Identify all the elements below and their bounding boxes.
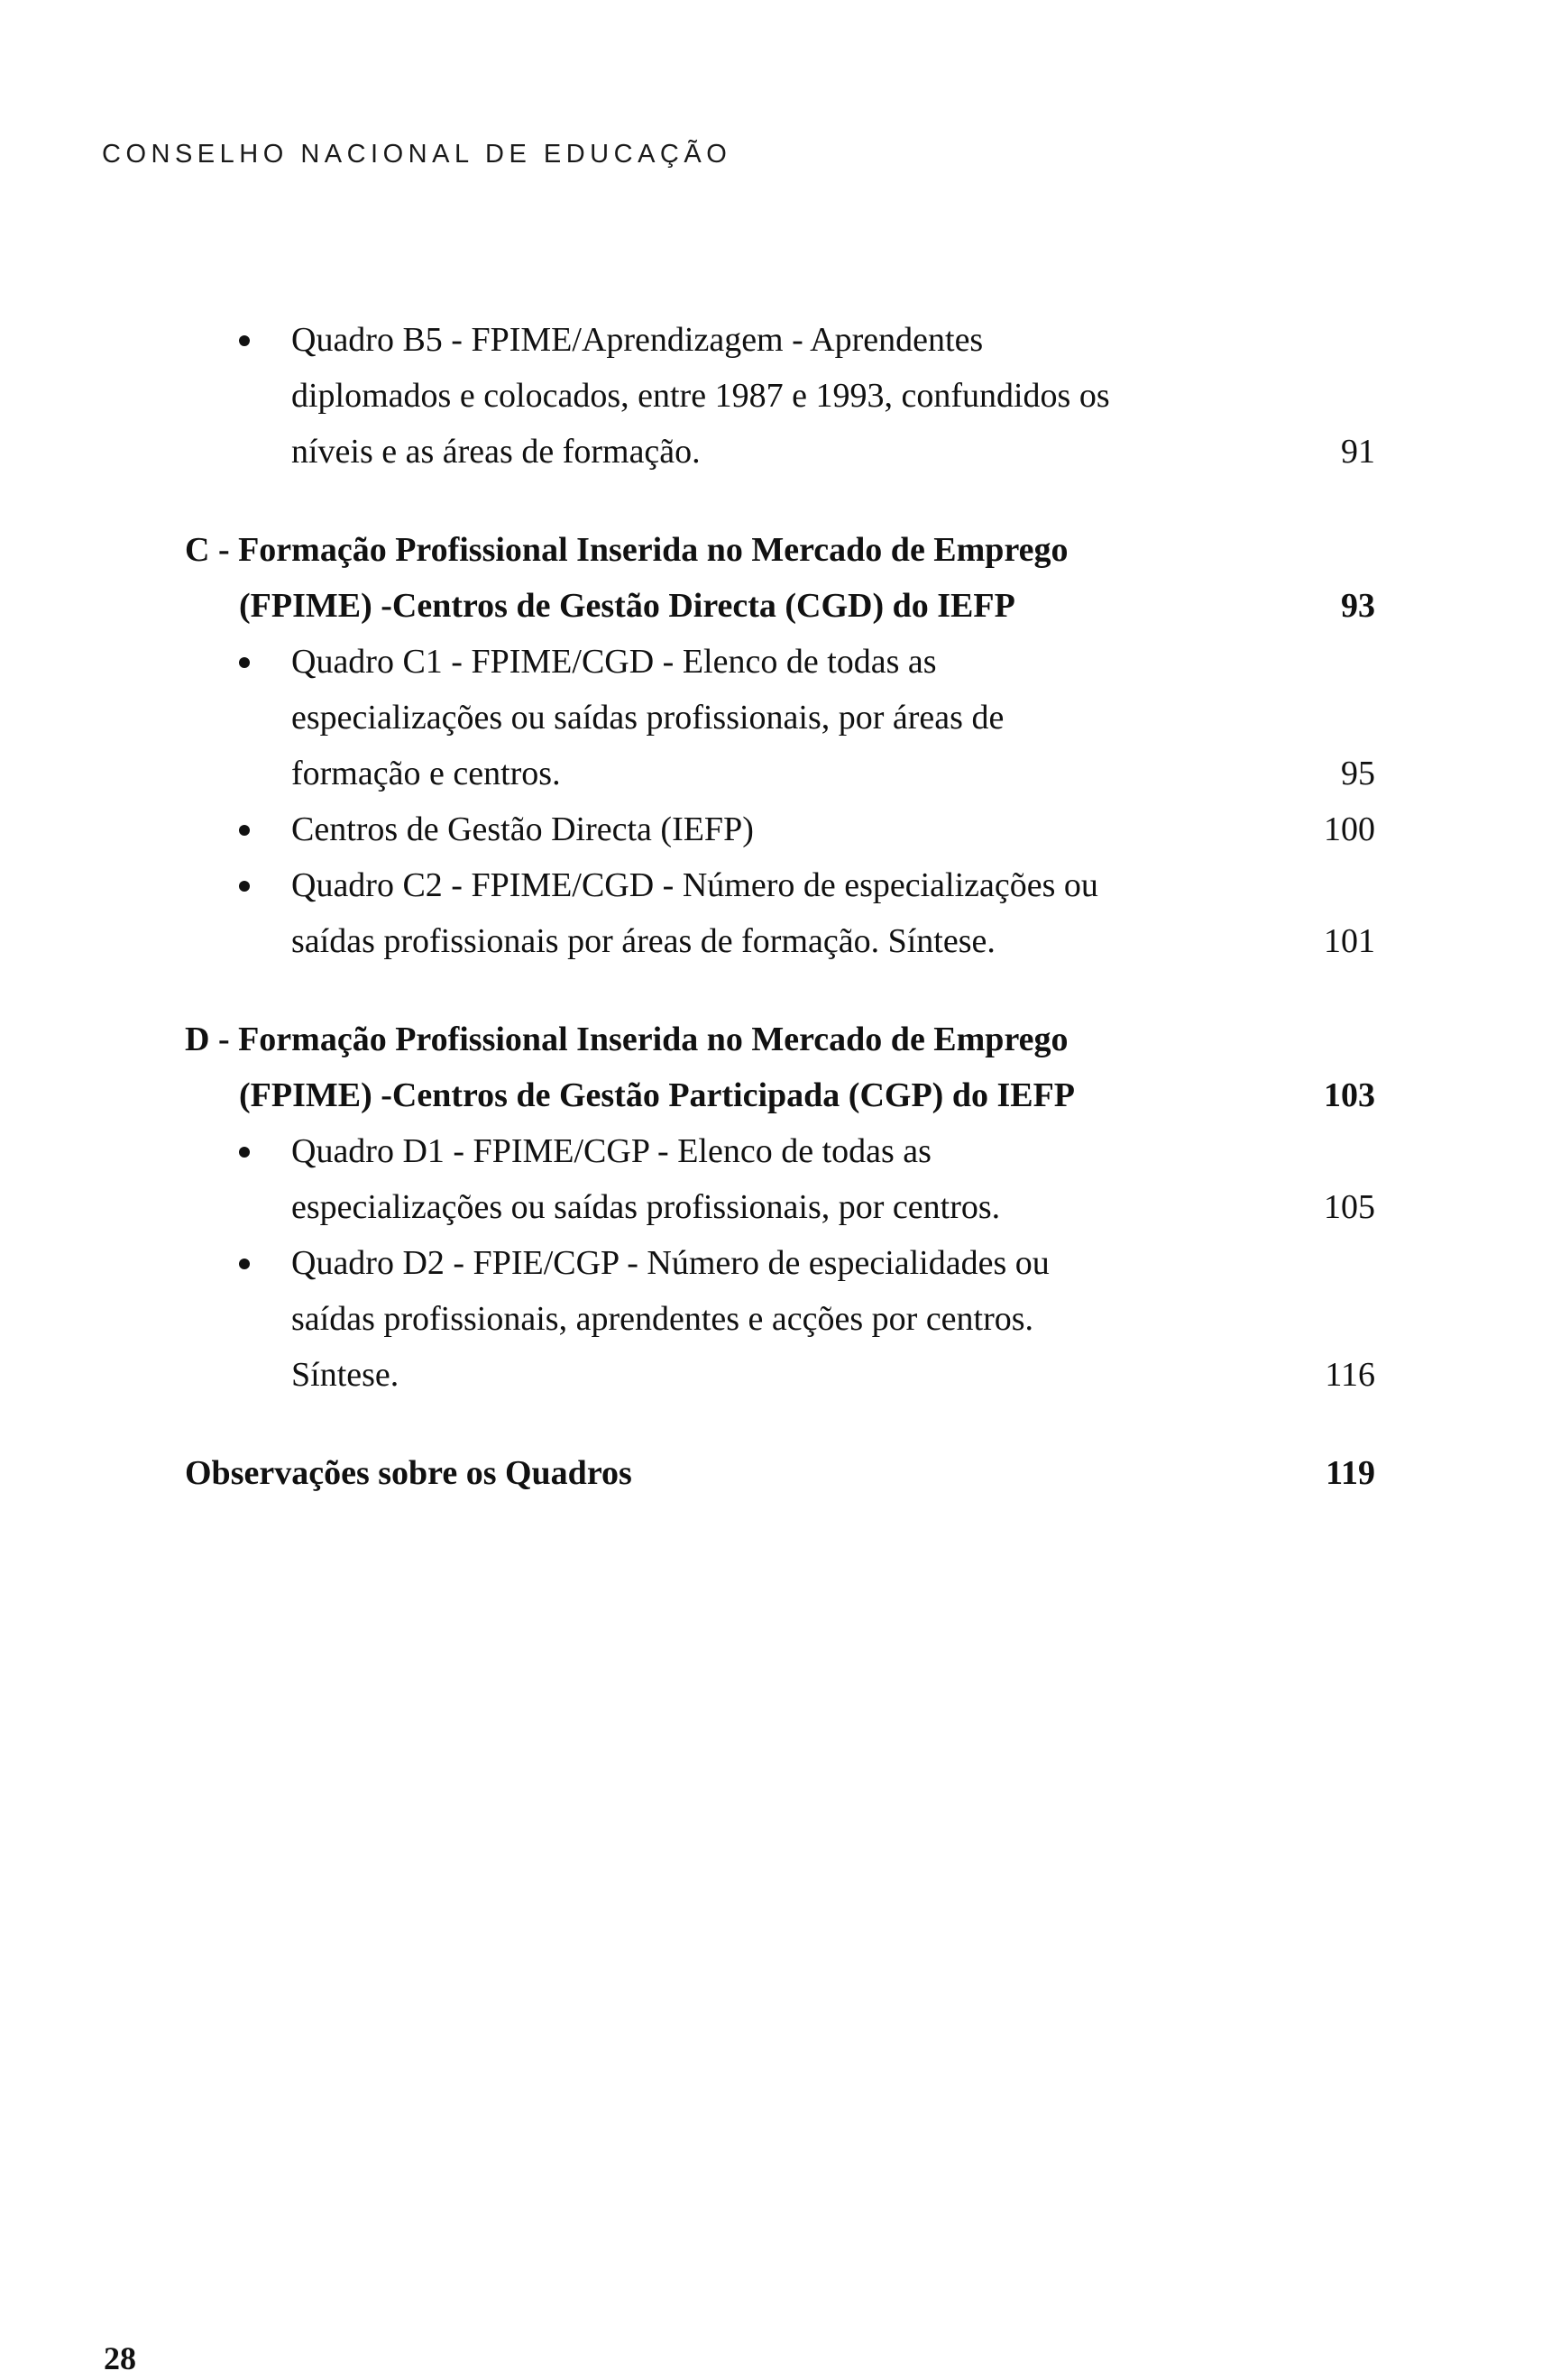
entry-line: saídas profissionais por áreas de formação. Síntese. (291, 922, 996, 960)
section-title: (FPIME) -Centros de Gestão Directa (CGD) do IEFP (239, 587, 1015, 625)
entry-line: diplomados e colocados, entre 1987 e 1993, confundidos os (291, 377, 1110, 415)
toc-entry-quadro-b5[interactable] (185, 312, 1375, 480)
page-number: 101 (1324, 922, 1375, 960)
toc-section-observacoes (185, 1445, 1375, 1501)
toc-section-c (185, 522, 1375, 969)
entry-line: Síntese. (291, 1356, 399, 1394)
entry-line: Quadro D2 - FPIE/CGP - Número de especialidades ou (291, 1244, 1050, 1282)
entry-line: formação e centros. (291, 755, 561, 792)
page-number: 105 (1324, 1188, 1375, 1226)
entry-line: Quadro B5 - FPIME/Aprendizagem - Aprendentes (291, 321, 984, 359)
page-number: 93 (1341, 587, 1375, 625)
section-heading-c[interactable] (185, 522, 1375, 634)
section-title: Observações sobre os Quadros (185, 1454, 632, 1492)
toc-section-d (185, 1012, 1375, 1403)
bullet-icon (239, 335, 250, 346)
section-title: (FPIME) -Centros de Gestão Participada (CGP) do IEFP (239, 1076, 1076, 1114)
page-number: 95 (1341, 755, 1375, 792)
bullet-icon (239, 1259, 250, 1269)
bullet-icon (239, 657, 250, 668)
bullet-icon (239, 881, 250, 892)
toc-entry-quadro-d2[interactable] (185, 1235, 1375, 1403)
entry-line: Quadro C1 - FPIME/CGD - Elenco de todas as (291, 643, 937, 681)
entry-line: níveis e as áreas de formação. (291, 433, 701, 471)
section-title: C - Formação Profissional Inserida no Mercado de Emprego (185, 531, 1069, 569)
entry-line: Centros de Gestão Directa (IEFP) (291, 810, 754, 848)
entry-line: Quadro C2 - FPIME/CGD - Número de especializações ou (291, 866, 1098, 904)
toc-entry-centros-gestao-directa[interactable] (185, 801, 1375, 857)
bullet-icon (239, 825, 250, 836)
page-number: 116 (1325, 1356, 1375, 1394)
running-head: CONSELHO NACIONAL DE EDUCAÇÃO (102, 140, 732, 169)
section-heading-d[interactable] (185, 1012, 1375, 1123)
toc-entry-quadro-c2[interactable] (185, 857, 1375, 969)
entry-line: especializações ou saídas profissionais, por áreas de (291, 699, 1005, 737)
entry-line: Quadro D1 - FPIME/CGP - Elenco de todas as (291, 1132, 932, 1170)
page-number: 119 (1326, 1454, 1375, 1492)
section-heading-observacoes[interactable] (185, 1445, 1375, 1501)
bullet-icon (239, 1147, 250, 1158)
page-folio: 28 (104, 2340, 136, 2376)
section-title: D - Formação Profissional Inserida no Mercado de Emprego (185, 1021, 1069, 1058)
toc-entry-quadro-d1[interactable] (185, 1123, 1375, 1235)
page-number: 91 (1341, 433, 1375, 471)
entry-line: especializações ou saídas profissionais, por centros. (291, 1188, 1001, 1226)
toc-entry-quadro-c1[interactable] (185, 634, 1375, 801)
toc-section-b-continued (185, 312, 1375, 480)
entry-line: saídas profissionais, aprendentes e acções por centros. (291, 1300, 1034, 1338)
page-number: 103 (1324, 1076, 1375, 1114)
table-of-contents (185, 312, 1375, 1501)
page-number: 100 (1324, 810, 1375, 848)
